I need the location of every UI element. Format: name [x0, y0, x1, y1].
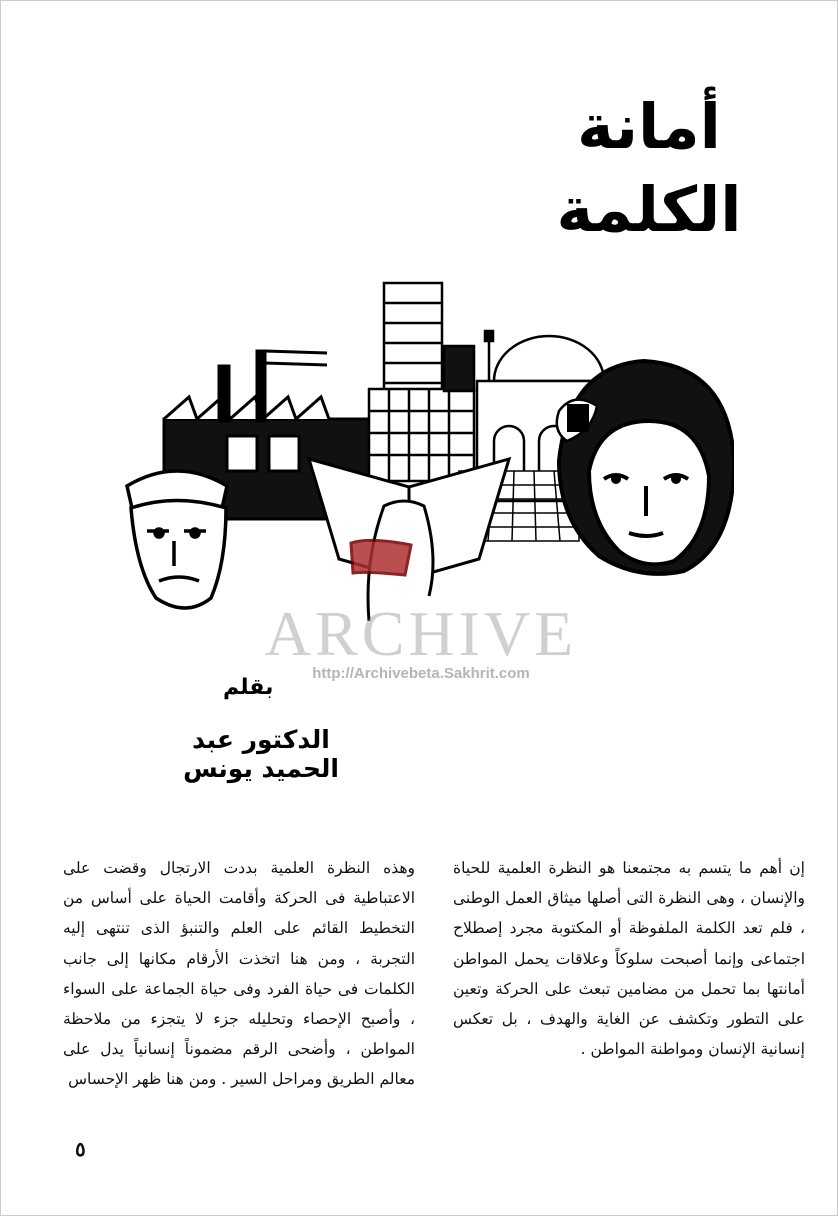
article-title-line-2: الكلمة — [556, 173, 742, 246]
woman-face-drawing — [557, 361, 734, 574]
tower-building — [369, 283, 474, 481]
archive-watermark-url: http://Archivebeta.Sakhrit.com — [312, 665, 530, 682]
text-column-right — [453, 853, 805, 1064]
article-title-line-1: أمانة — [577, 90, 721, 163]
paragraph: إن أهم ما يتسم به مجتمعنا هو النظرة العلمية للحياة والإنسان ، وهى النظرة التى أصلها ميثاق العمل الوطنى ، فلم تعد الكلمة الملفوظة أو المكتوبة مجرد إصطلاح اجتماعى وإنما أصبحت سلوكاً وعلاقات يحمل المواطن أمانتها بما تحمل من مضامين تبعث على الحركة وتعين على التطور وتكشف عن الغاية والهدف ، بل تعكس إنسانية الإنسان ومواطنة المواطن . — [453, 859, 805, 1059]
byline-label: بقلم — [223, 675, 274, 700]
worker-face-drawing — [127, 471, 227, 608]
page-number: ٥ — [75, 1137, 86, 1161]
city-illustration — [119, 271, 734, 641]
paragraph: وهذه النظرة العلمية بددت الارتجال وقضت على الاعتباطية فى الحركة وأقامت الحياة على أساس من التخطيط القائم على العلم والتنبؤ الذى تنتهى إليه التجربة ، ومن هنا اتخذت الأرقام مكانها إلى جانب الكلمات فى حياة الفرد وفى حياة الجماعة على السواء ، وأصبح الإحصاء وتحليله جزء لا يتجزء من ملاحظة المواطن ، وأضحى الرقم مضموناً إنسانياً يدل على معالم الطريق ومراحل السير . ومن هنا ظهر الإحساس — [63, 859, 415, 1089]
text-column-left — [63, 853, 415, 1095]
author-name: الدكتور عبد الحميد يونس — [183, 725, 339, 783]
archive-watermark: ARCHIVE — [264, 598, 578, 669]
